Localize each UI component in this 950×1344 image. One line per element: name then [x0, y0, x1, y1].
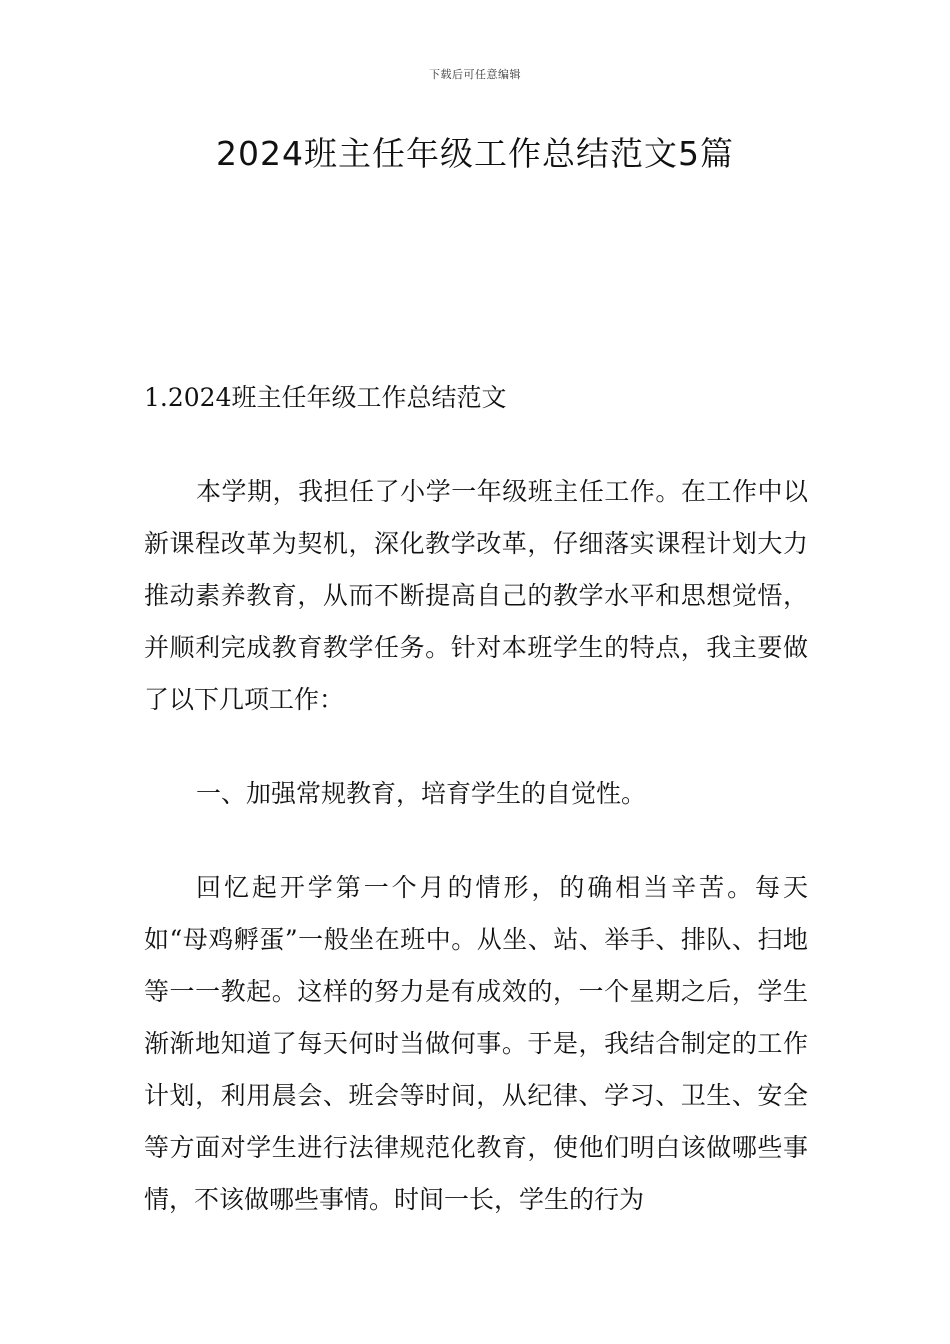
header-note: 下载后可任意编辑: [429, 68, 521, 81]
document-body: [144, 372, 808, 1226]
paragraph-spacer: [144, 726, 808, 768]
subheading-strengthen-routine: 一、加强常规教育，培育学生的自觉性。: [196, 779, 647, 808]
paragraph-spacer: [144, 424, 808, 466]
body-paragraph: 回忆起开学第一个月的情形，的确相当辛苦。每天如“母鸡孵蛋”一般坐在班中。从坐、站、举手、排队、扫地等一一教起。这样的努力是有成效的，一个星期之后，学生渐渐地知道了每天何时当做何事。于是，我结合制定的工作计划，利用晨会、班会等时间，从纪律、学习、卫生、安全等方面对学生进行法律规范化教育，使他们明白该做哪些事情，不该做哪些事情。时间一长，学生的行为: [144, 873, 808, 1214]
section-heading: 1.2024班主任年级工作总结范文: [144, 383, 507, 412]
intro-paragraph: 本学期，我担任了小学一年级班主任工作。在工作中以新课程改革为契机，深化教学改革，仔细落实课程计划大力推动素养教育，从而不断提高自己的教学水平和思想觉悟，并顺利完成教育教学任务。针对本班学生的特点，我主要做了以下几项工作：: [144, 477, 808, 714]
document-title: 2024班主任年级工作总结范文5篇: [216, 134, 734, 173]
paragraph-spacer: [144, 820, 808, 862]
